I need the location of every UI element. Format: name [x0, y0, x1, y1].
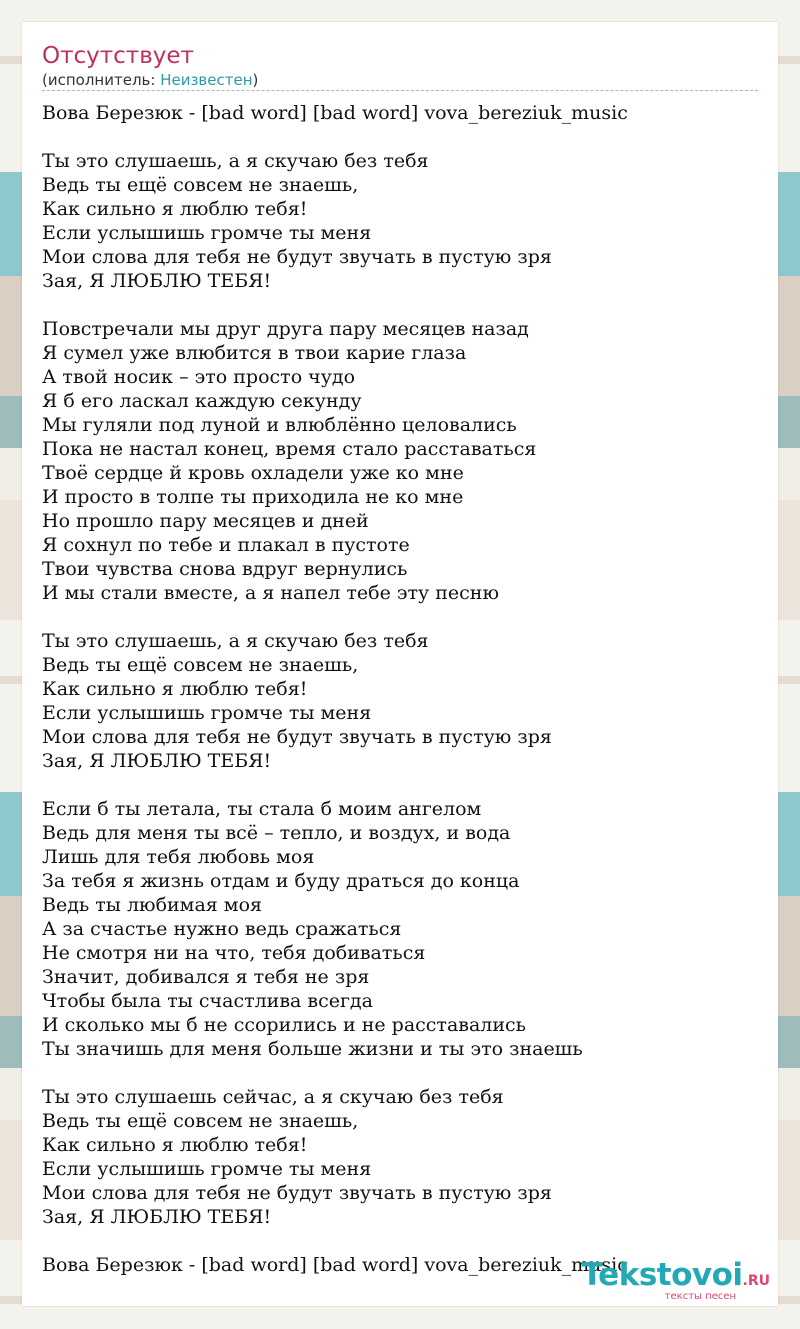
lyric-line: Ты это слушаешь, а я скучаю без тебя	[42, 150, 429, 172]
lyric-line: Я сумел уже влюбится в твои карие глаза	[42, 342, 467, 364]
lyric-line: И просто в толпе ты приходила не ко мне	[42, 486, 464, 508]
logo-name: Tekstovoi	[581, 1257, 743, 1293]
artist-suffix: )	[252, 71, 259, 89]
lyrics-card	[22, 22, 778, 1306]
lyric-line: Как сильно я люблю тебя!	[42, 678, 308, 700]
lyric-line: Зая, Я ЛЮБЛЮ ТЕБЯ!	[42, 1206, 272, 1228]
lyric-line	[42, 293, 762, 317]
lyric-line: Ведь для меня ты всё – тепло, и воздух, и вода	[42, 822, 511, 844]
lyric-line	[42, 1229, 762, 1253]
song-title: Отсутствует	[42, 43, 194, 69]
lyric-line: Твои чувства снова вдруг вернулись	[42, 558, 408, 580]
lyric-line: Но прошло пару месяцев и дней	[42, 510, 369, 532]
lyric-line: Я сохнул по тебе и плакал в пустоте	[42, 534, 410, 556]
lyric-line: Чтобы была ты счастлива всегда	[42, 990, 373, 1012]
lyric-line: Зая, Я ЛЮБЛЮ ТЕБЯ!	[42, 270, 272, 292]
artist-prefix: (исполнитель:	[42, 71, 161, 89]
lyric-line: Не смотря ни на что, тебя добиваться	[42, 942, 426, 964]
lyric-line: А твой носик – это просто чудо	[42, 366, 356, 388]
lyric-line: Как сильно я люблю тебя!	[42, 1134, 308, 1156]
lyric-line: Вова Березюк - [bad word] [bad word] vova_bereziuk_music	[42, 1254, 628, 1276]
lyric-line: Пока не настал конец, время стало расставаться	[42, 438, 537, 460]
lyric-line: Твоё сердце й кровь охладели уже ко мне	[42, 462, 464, 484]
lyric-line	[42, 773, 762, 797]
lyric-line: Лишь для тебя любовь моя	[42, 846, 315, 868]
lyric-line: Мы гуляли под луной и влюблённо целовались	[42, 414, 517, 436]
lyric-line: Ведь ты ещё совсем не знаешь,	[42, 1110, 359, 1132]
lyric-line: А за счастье нужно ведь сражаться	[42, 918, 402, 940]
lyric-line: Мои слова для тебя не будут звучать в пустую зря	[42, 726, 552, 748]
lyric-line: Ты это слушаешь сейчас, а я скучаю без тебя	[42, 1086, 504, 1108]
lyric-line: Значит, добивался я тебя не зря	[42, 966, 370, 988]
lyric-line	[42, 605, 762, 629]
lyric-line: Если услышишь громче ты меня	[42, 1158, 372, 1180]
lyric-line	[42, 125, 762, 149]
lyric-line: За тебя я жизнь отдам и буду драться до конца	[42, 870, 520, 892]
lyric-line: Если услышишь громче ты меня	[42, 702, 372, 724]
lyric-line: Ведь ты ещё совсем не знаешь,	[42, 174, 359, 196]
lyric-line: Я б его ласкал каждую секунду	[42, 390, 362, 412]
lyrics-text	[42, 101, 762, 1277]
lyric-line: Если услышишь громче ты меня	[42, 222, 372, 244]
lyric-line: Если б ты летала, ты стала б моим ангелом	[42, 798, 482, 820]
lyric-line: И сколько мы б не ссорились и не расставались	[42, 1014, 527, 1036]
lyric-line: Как сильно я люблю тебя!	[42, 198, 308, 220]
lyric-line: Ведь ты любимая моя	[42, 894, 263, 916]
lyric-line: Зая, Я ЛЮБЛЮ ТЕБЯ!	[42, 750, 272, 772]
logo-tld: .RU	[742, 1273, 770, 1289]
lyric-line: Ты значишь для меня больше жизни и ты это знаешь	[42, 1038, 583, 1060]
artist-line	[42, 70, 258, 90]
logo-tagline: тексты песен	[664, 1291, 736, 1302]
lyric-line: Мои слова для тебя не будут звучать в пустую зря	[42, 1182, 552, 1204]
lyric-line: И мы стали вместе, а я напел тебе эту песню	[42, 582, 500, 604]
lyric-line	[42, 1061, 762, 1085]
lyric-line: Мои слова для тебя не будут звучать в пустую зря	[42, 246, 552, 268]
site-logo[interactable]	[581, 1257, 770, 1302]
lyric-line: Повстречали мы друг друга пару месяцев назад	[42, 318, 529, 340]
artist-link[interactable]: Неизвестен	[160, 71, 253, 89]
lyric-line: Вова Березюк - [bad word] [bad word] vova_bereziuk_music	[42, 102, 628, 124]
lyric-line: Ты это слушаешь, а я скучаю без тебя	[42, 630, 429, 652]
title-divider	[42, 90, 758, 91]
lyric-line: Ведь ты ещё совсем не знаешь,	[42, 654, 359, 676]
